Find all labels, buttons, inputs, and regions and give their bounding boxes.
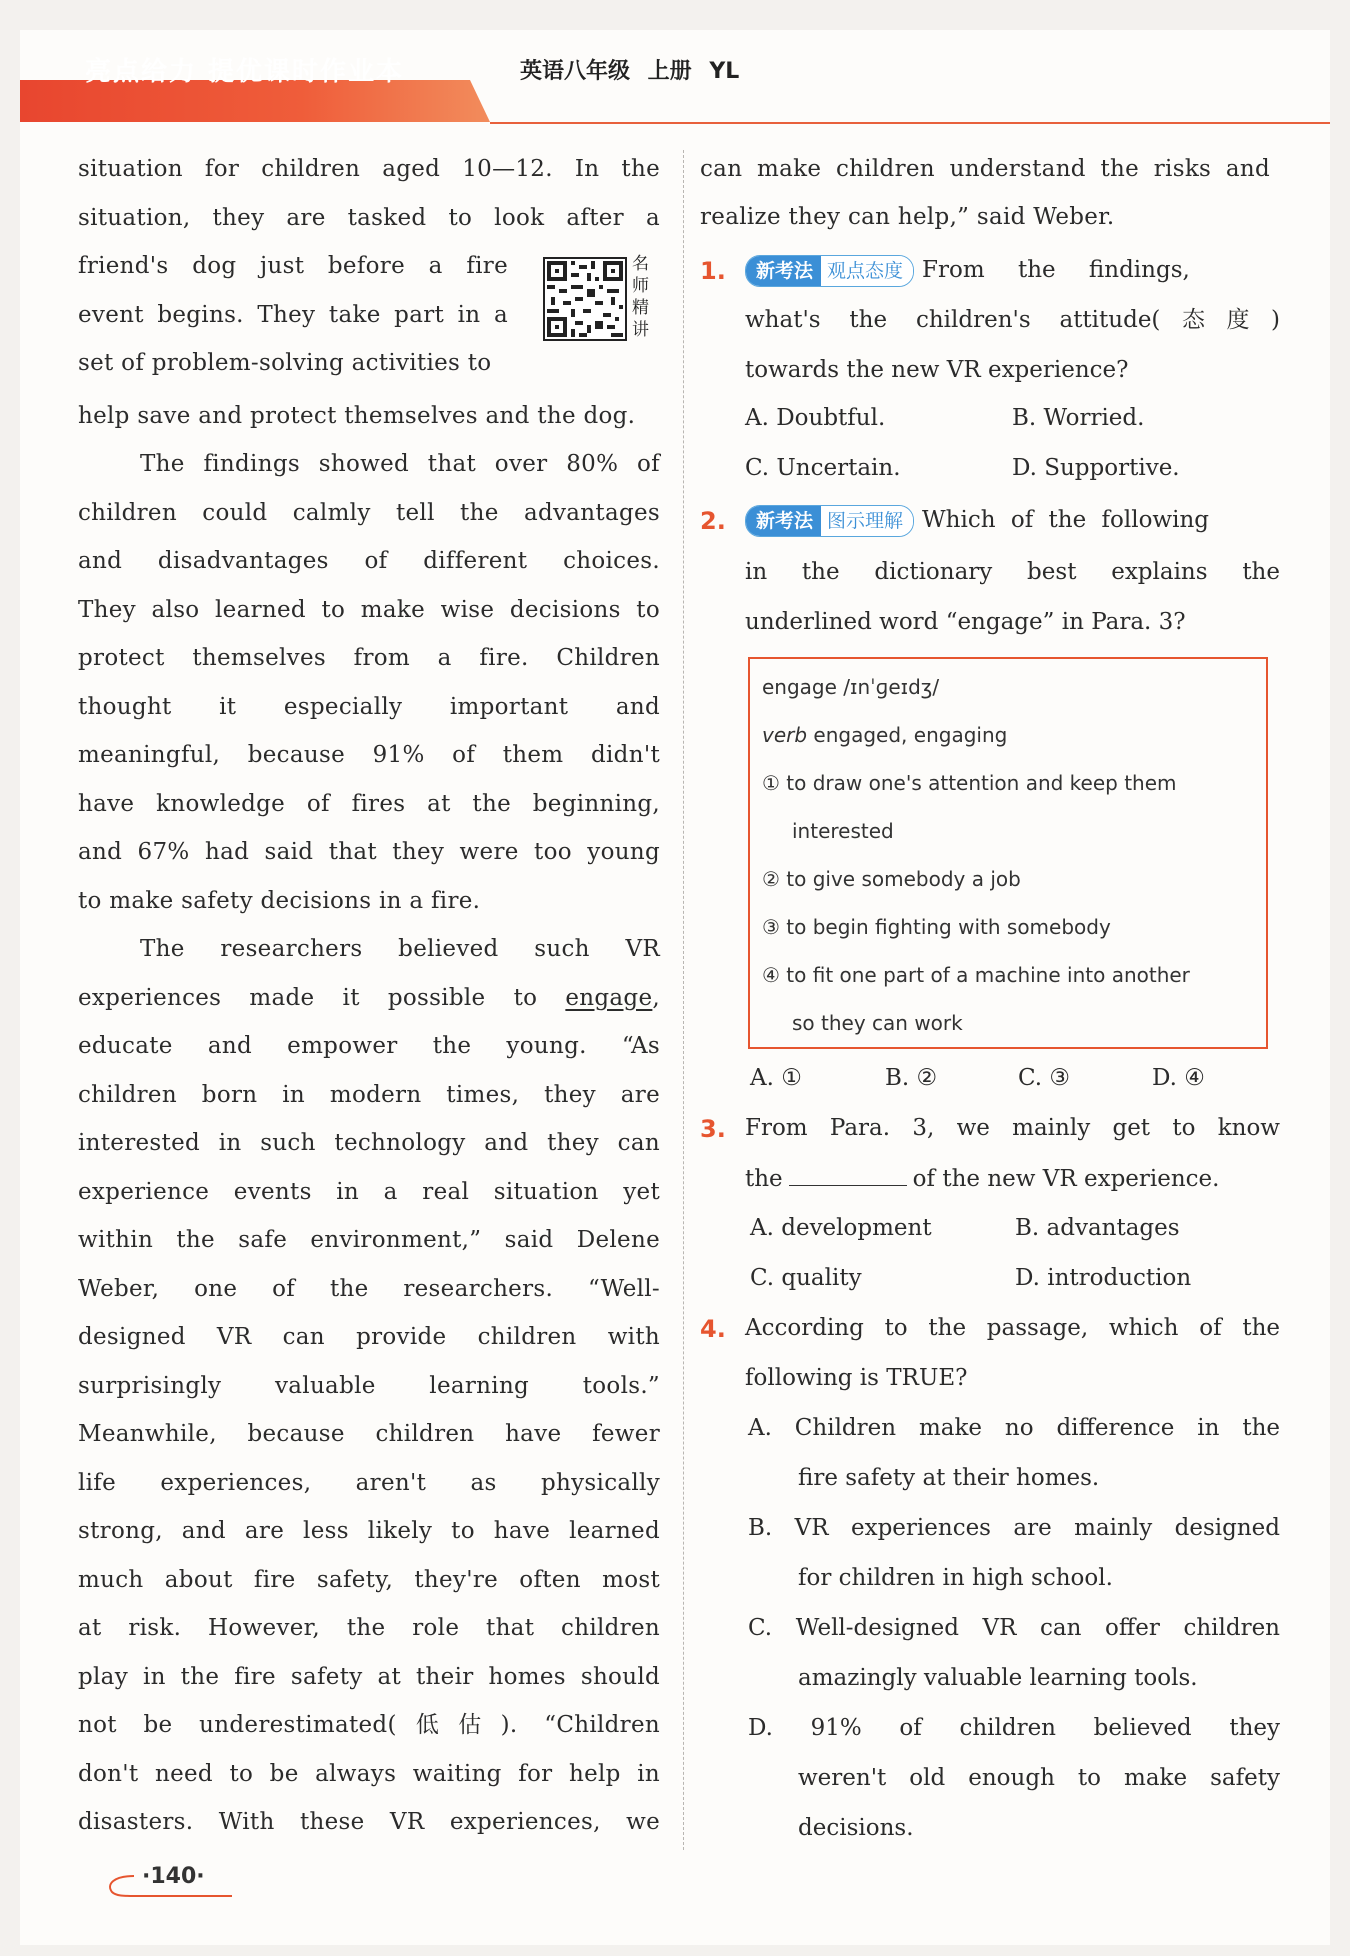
passage-line: and 67% had said that they were too young: [78, 839, 660, 865]
tag-sub: 图示理解: [821, 506, 913, 536]
dictionary-forms: engaged, engaging: [813, 723, 1008, 747]
dictionary-sense: ① to draw one's attention and keep them: [762, 771, 1177, 795]
passage-line: thought it especially important and: [78, 693, 660, 720]
passage-line: experience events in a real situation yet: [78, 1178, 660, 1205]
option-a[interactable]: A. Children make no difference in the: [748, 1415, 1280, 1441]
question-stem: [745, 255, 1280, 287]
passage-line: life experiences, aren't as physically: [78, 1469, 660, 1496]
passage-line: protect themselves from a fire. Children: [78, 645, 660, 671]
passage-line: meaningful, because 91% of them didn't: [78, 742, 660, 768]
question-text: following is TRUE?: [745, 1365, 968, 1391]
passage-line: at risk. However, the role that children: [78, 1615, 660, 1641]
question-number: 2.: [700, 507, 726, 535]
option-c[interactable]: C. Uncertain.: [745, 455, 901, 481]
passage-continued-line: can make children understand the risks and: [700, 156, 1270, 182]
passage-line: The researchers believed such VR: [140, 936, 660, 962]
option-b-cont: for children in high school.: [798, 1565, 1113, 1591]
dictionary-sense: interested: [792, 819, 894, 843]
passage-line: not be underestimated(低估). “Children: [78, 1712, 660, 1738]
tag-sub: 观点态度: [821, 256, 913, 286]
option-d[interactable]: D. 91% of children believed they: [748, 1715, 1280, 1741]
question-number: 1.: [700, 257, 726, 285]
tag-main: 新考法: [746, 256, 821, 286]
qr-label-char: 名: [632, 254, 649, 274]
option-a[interactable]: A. ①: [750, 1065, 802, 1091]
passage-line: within the safe environment,” said Delene: [78, 1227, 660, 1253]
option-d[interactable]: D. introduction: [1015, 1265, 1192, 1291]
option-b[interactable]: B. Worried.: [1012, 405, 1145, 431]
option-d[interactable]: D. ④: [1152, 1065, 1205, 1091]
column-divider: [683, 150, 684, 1850]
option-a[interactable]: A. Doubtful.: [745, 405, 886, 431]
passage-line: interested in such technology and they can: [78, 1130, 660, 1156]
option-c-cont: amazingly valuable learning tools.: [798, 1665, 1198, 1691]
passage-line: to make safety decisions in a fire.: [78, 887, 481, 914]
option-a[interactable]: A. development: [750, 1215, 932, 1241]
passage-line: much about fire safety, they're often most: [78, 1566, 660, 1593]
passage-line: situation, they are tasked to look after a: [78, 204, 660, 231]
passage-line: strong, and are less likely to have learned: [78, 1518, 660, 1544]
passage-line: friend's dog just before a fire: [78, 253, 508, 279]
qr-code[interactable]: [543, 257, 627, 341]
option-b[interactable]: B. advantages: [1015, 1215, 1180, 1241]
dictionary-forms-line: [762, 721, 1007, 749]
punct: ,: [652, 984, 660, 1011]
dictionary-box: [748, 657, 1268, 1049]
option-d[interactable]: D. Supportive.: [1012, 455, 1180, 481]
question-text: what's the children's attitude(态度): [745, 307, 1280, 333]
question-stem: [745, 505, 1280, 537]
passage-line: disasters. With these VR experiences, we: [78, 1809, 660, 1835]
passage-column: [78, 145, 660, 1847]
question-number: 4.: [700, 1315, 726, 1343]
passage-line: event begins. They take part in a: [78, 301, 508, 328]
passage-text: experiences made it possible to: [78, 984, 566, 1011]
question-tag: [745, 505, 914, 537]
header-subject: 英语八年级 上册 YL: [520, 59, 740, 84]
option-d-cont: decisions.: [798, 1815, 914, 1841]
passage-line: and disadvantages of different choices.: [78, 548, 660, 574]
underlined-word: engage: [565, 984, 653, 1011]
passage-line: surprisingly valuable learning tools.”: [78, 1372, 660, 1399]
qr-label: [632, 253, 654, 341]
question-text-blank: [745, 1163, 1280, 1194]
passage-line: set of problem-solving activities to: [78, 350, 492, 376]
passage-line: don't need to be always waiting for help in: [78, 1760, 660, 1787]
dictionary-sense: so they can work: [792, 1011, 963, 1035]
qr-label-char: 师: [632, 276, 649, 296]
question-text: of the new VR experience.: [912, 1166, 1220, 1192]
question-text: in the dictionary best explains the: [745, 559, 1280, 585]
passage-line: educate and empower the young. “As: [78, 1033, 660, 1059]
passage-line: help save and protect themselves and the dog.: [78, 402, 636, 429]
passage-line: children could calmly tell the advantages: [78, 499, 660, 526]
passage-line-underlined: [78, 974, 660, 1023]
question-text: Which of the following: [922, 507, 1209, 533]
passage-line: They also learned to make wise decisions to: [78, 596, 660, 623]
question-text: According to the passage, which of the: [745, 1315, 1280, 1341]
option-c[interactable]: C. Well-designed VR can offer children: [748, 1615, 1280, 1641]
option-d-cont: weren't old enough to make safety: [798, 1765, 1280, 1791]
passage-line: have knowledge of fires at the beginning,: [78, 790, 660, 817]
passage-line: designed VR can provide children with: [78, 1324, 660, 1350]
header-rule: [490, 122, 1330, 124]
passage-line: Weber, one of the researchers. “Well-: [78, 1275, 660, 1302]
option-b[interactable]: B. VR experiences are mainly designed: [748, 1515, 1280, 1541]
passage-continued-line: realize they can help,” said Weber.: [700, 204, 1115, 230]
dictionary-pos: verb: [762, 723, 808, 747]
passage-line: Meanwhile, because children have fewer: [78, 1421, 660, 1447]
passage-line: The findings showed that over 80% of: [140, 451, 660, 477]
tag-main: 新考法: [746, 506, 821, 536]
dictionary-sense: ③ to begin fighting with somebody: [762, 915, 1111, 939]
dictionary-headword: engage /ɪnˈɡeɪdʒ/: [762, 675, 940, 699]
question-tag: [745, 255, 914, 287]
option-a-cont: fire safety at their homes.: [798, 1465, 1100, 1491]
option-b[interactable]: B. ②: [885, 1065, 938, 1091]
passage-line: play in the fire safety at their homes should: [78, 1663, 660, 1690]
passage-line: situation for children aged 10—12. In the: [78, 156, 660, 182]
question-text: towards the new VR experience?: [745, 357, 1129, 383]
dictionary-sense: ② to give somebody a job: [762, 867, 1021, 891]
dictionary-sense: ④ to fit one part of a machine into another: [762, 963, 1190, 987]
option-c[interactable]: C. quality: [750, 1265, 862, 1291]
question-text: From Para. 3, we mainly get to know: [745, 1115, 1280, 1141]
qr-label-char: 精: [632, 298, 649, 318]
passage-line: children born in modern times, they are: [78, 1081, 660, 1108]
page-number: ·140·: [142, 1864, 205, 1889]
header-brand: 亮点给力 提优课时作业本: [85, 57, 405, 87]
answer-blank[interactable]: [789, 1163, 907, 1186]
option-c[interactable]: C. ③: [1018, 1065, 1071, 1091]
question-text: From the findings,: [922, 257, 1190, 283]
qr-code-icon: [547, 261, 623, 337]
question-text: underlined word “engage” in Para. 3?: [745, 609, 1186, 635]
qr-label-char: 讲: [632, 320, 649, 340]
question-number: 3.: [700, 1115, 726, 1143]
question-text: the: [745, 1166, 783, 1192]
